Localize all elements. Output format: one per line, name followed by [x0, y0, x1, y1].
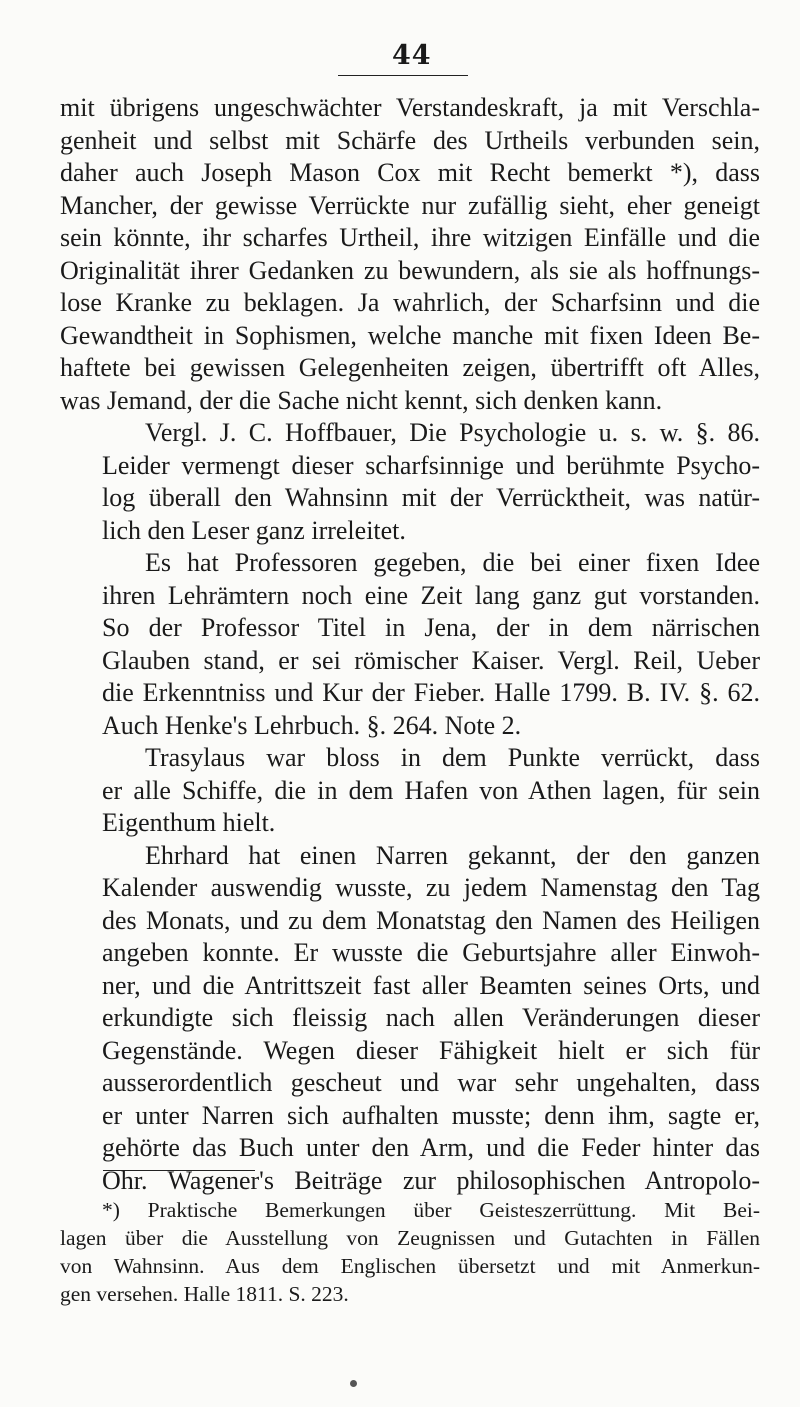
text-line: Leider vermengt dieser scharfsinnige und berühmte Psycho- — [102, 450, 760, 480]
footnote-rule — [103, 1170, 255, 1171]
text-line: Es hat Professoren gegeben, die bei einer fixen Idee — [145, 548, 760, 577]
text-line: daher auch Joseph Mason Cox mit Recht bemerkt *), dass — [60, 158, 760, 187]
footnote-line: *) Praktische Bemerkungen über Geisteszerrüttung. Mit Bei- — [102, 1198, 760, 1222]
text-line: Kalender auswendig wusste, zu jedem Namenstag den Tag — [102, 873, 760, 902]
text-line: Gegenstände. Wegen dieser Fähigkeit hielt er sich für — [102, 1035, 760, 1065]
text-line: ausserordentlich gescheut und war sehr ungehalten, dass — [102, 1068, 760, 1097]
text-line: Trasylaus war bloss in dem Punkte verrückt, dass — [145, 743, 760, 772]
text-line: lich den Leser ganz irreleitet. — [102, 515, 406, 545]
text-line: angeben konnte. Er wusste die Geburtsjahre aller Einwoh- — [102, 938, 760, 967]
text-line: Mancher, der gewisse Verrückte nur zufällig sieht, eher geneigt — [60, 190, 760, 220]
text-line: ihren Lehrämtern noch eine Zeit lang ganz gut vorstanden. — [102, 580, 760, 610]
text-line: Glauben stand, er sei römischer Kaiser. Vergl. Reil, Ueber — [102, 645, 760, 675]
reference-line: Vergl. J. C. Hoffbauer, Die Psychologie u. s. w. §. 86. — [145, 418, 760, 447]
footnote — [60, 1196, 760, 1308]
text-line: er unter Narren sich aufhalten musste; denn ihm, sagte er, — [102, 1100, 760, 1130]
text-line: log überall den Wahnsinn mit der Verrücktheit, was natür- — [102, 483, 760, 512]
text-line: die Erkenntniss und Kur der Fieber. Halle 1799. B. IV. §. 62. — [102, 678, 760, 707]
footnote-line: von Wahnsinn. Aus dem Englischen übersetzt und mit Anmerkun- — [60, 1254, 760, 1278]
footnote-line: lagen über die Ausstellung von Zeugnissen und Gutachten in Fällen — [60, 1226, 760, 1250]
text-line: ner, und die Antrittszeit fast aller Beamten seines Orts, und — [102, 970, 760, 1000]
text-line: Eigenthum hielt. — [102, 808, 276, 837]
page-number: 44 — [392, 40, 432, 71]
text-line: lose Kranke zu beklagen. Ja wahrlich, der Scharfsinn und die — [60, 288, 760, 317]
text-line: erkundigte sich fleissig nach allen Veränderungen dieser — [102, 1003, 760, 1032]
text-line: Originalität ihrer Gedanken zu bewundern, als sie als hoffnungs- — [60, 255, 760, 285]
footnote-line: gen versehen. Halle 1811. S. 223. — [60, 1282, 349, 1306]
text-line: er alle Schiffe, die in dem Hafen von Athen lagen, für sein — [102, 775, 760, 805]
text-line: Gewandtheit in Sophismen, welche manche mit fixen Ideen Be- — [60, 320, 760, 350]
text-line: mit übrigens ungeschwächter Verstandeskraft, ja mit Verschla- — [60, 93, 760, 122]
text-line: So der Professor Titel in Jena, der in dem närrischen — [102, 613, 760, 642]
ink-speck — [350, 1380, 357, 1387]
text-line: was Jemand, der die Sache nicht kennt, sich denken kann. — [60, 385, 663, 415]
text-line: sein könnte, ihr scharfes Urtheil, ihre witzigen Einfälle und die — [60, 223, 760, 252]
text-line: des Monats, und zu dem Monatstag den Namen des Heiligen — [102, 905, 760, 935]
text-line: gehörte das Buch unter den Arm, und die Feder hinter das — [102, 1133, 760, 1162]
header-rule — [338, 75, 468, 76]
text-line: haftete bei gewissen Gelegenheiten zeigen, übertrifft oft Alles, — [60, 353, 760, 382]
text-line: genheit und selbst mit Schärfe des Urtheils verbunden sein, — [60, 125, 760, 155]
text-line: Auch Henke's Lehrbuch. §. 264. Note 2. — [102, 710, 522, 740]
text-line: Ehrhard hat einen Narren gekannt, der den ganzen — [145, 840, 760, 870]
text-line: Ohr. Wagener's Beiträge zur philosophischen Antropolo- — [102, 1165, 760, 1195]
main-text — [60, 92, 760, 1197]
